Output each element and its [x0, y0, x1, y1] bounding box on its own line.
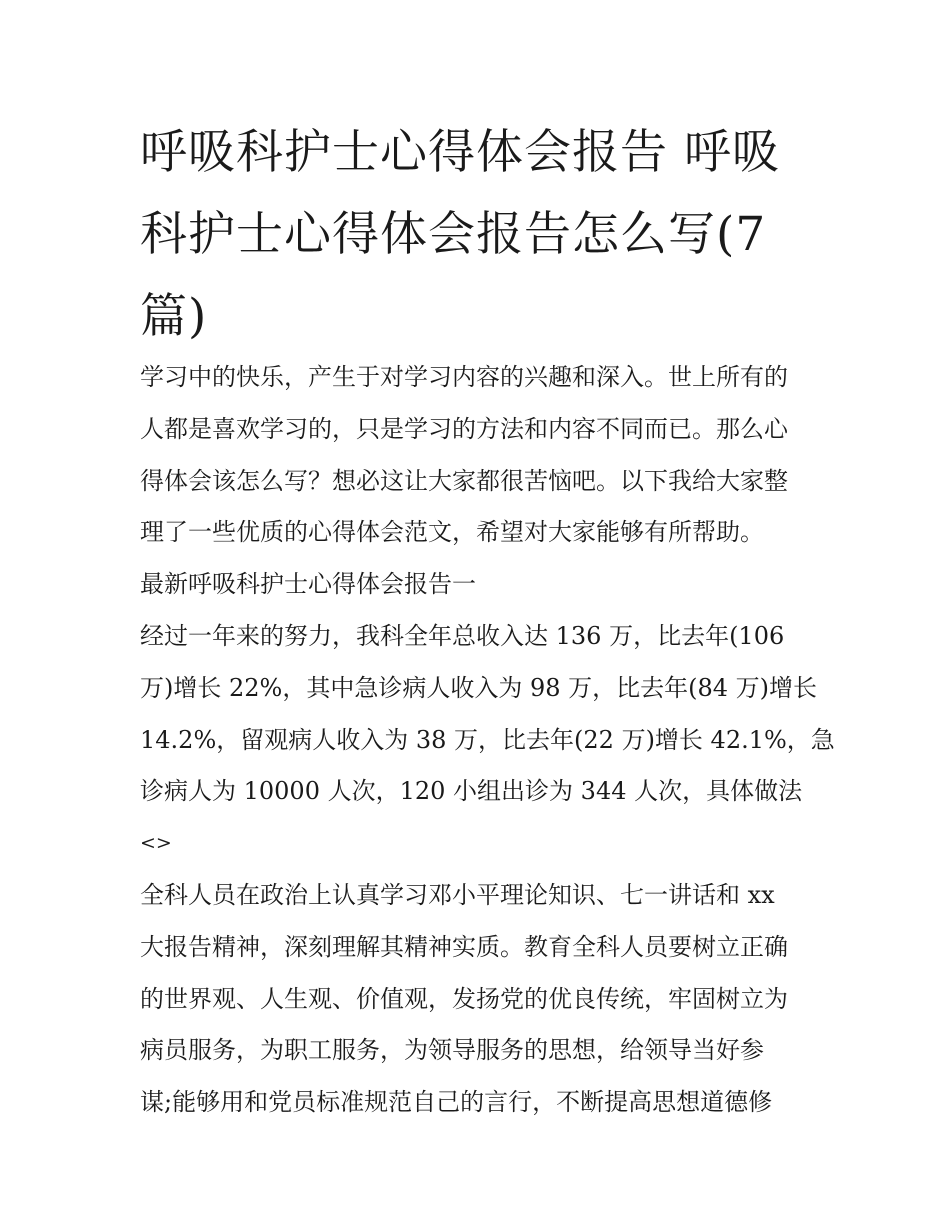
intro-paragraph-line: 学习中的快乐，产生于对学习内容的兴趣和深入。世上所有的 — [140, 363, 788, 391]
body-paragraph-line: 谋;能够用和党员标准规范自己的言行，不断提高思想道德修 — [140, 1088, 773, 1117]
title-line: 篇) — [140, 289, 208, 344]
body-paragraph-line: 经过一年来的努力，我科全年总收入达 136 万，比去年(106 — [140, 621, 785, 650]
intro-paragraph-line: 理了一些优质的心得体会范文，希望对大家能够有所帮助。 — [140, 518, 764, 547]
body-paragraph-line: 病员服务，为职工服务，为领导服务的思想，给领导当好参 — [140, 1036, 764, 1065]
document-body — [140, 352, 835, 1129]
body-paragraph-line: 诊病人为 10000 人次，120 小组出诊为 344 人次，具体做法 — [140, 777, 803, 806]
body-paragraph-line: 全科人员在政治上认真学习邓小平理论知识、七一讲话和 xx — [140, 880, 775, 909]
intro-paragraph-line: 得体会该怎么写？想必这让大家都很苦恼吧。以下我给大家整 — [140, 466, 788, 495]
document-title — [140, 112, 820, 358]
placeholder-marker: <> — [140, 832, 172, 855]
body-paragraph-line: 的世界观、人生观、价值观，发扬党的优良传统，牢固树立为 — [140, 984, 788, 1013]
title-line: 科护士心得体会报告怎么写(7 — [140, 207, 767, 262]
body-paragraph-line: 大报告精神，深刻理解其精神实质。教育全科人员要树立正确 — [140, 932, 788, 961]
body-paragraph-line: 万)增长 22%，其中急诊病人收入为 98 万，比去年(84 万)增长 — [140, 673, 818, 702]
section-heading: 最新呼吸科护士心得体会报告一 — [140, 570, 476, 599]
title-line: 呼吸科护士心得体会报告 呼吸 — [140, 125, 780, 180]
intro-paragraph-line: 人都是喜欢学习的，只是学习的方法和内容不同而已。那么心 — [140, 414, 788, 443]
body-paragraph-line: 14.2%，留观病人收入为 38 万，比去年(22 万)增长 42.1%，急 — [140, 725, 835, 754]
